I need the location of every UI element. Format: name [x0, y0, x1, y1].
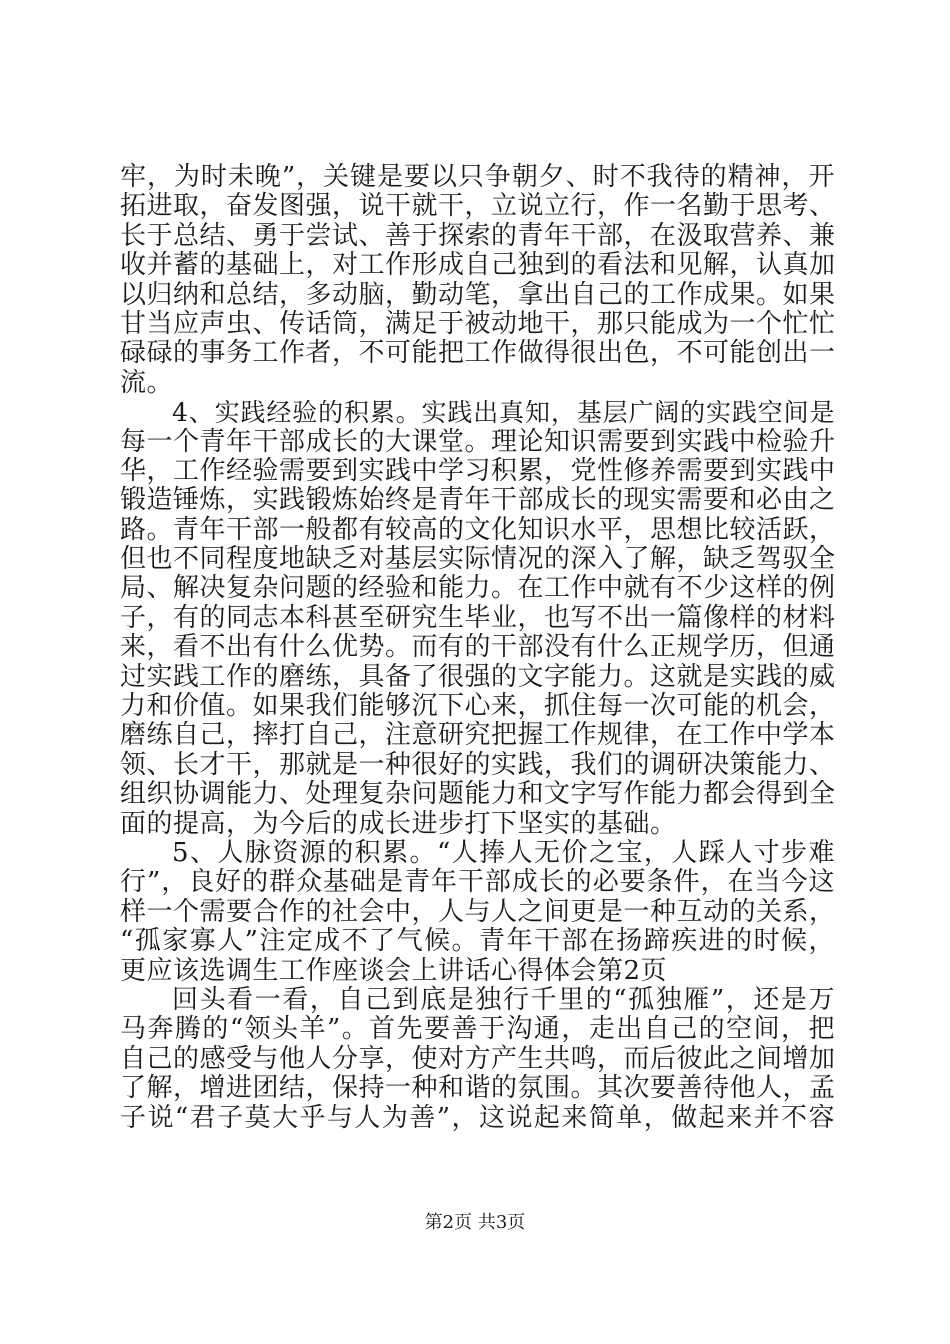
text-line: 领、长才干，那就是一种很好的实践，我们的调研决策能力、 [120, 749, 836, 780]
text-line: 但也不同程度地缺乏对基层实际情况的深入了解，缺乏驾驭全 [120, 544, 836, 575]
text-line: “孤家寡人”注定成不了气候。青年干部在扬蹄疾进的时候， [120, 926, 835, 957]
text-line: 自己的感受与他人分享，使对方产生共鸣，而后彼此之间增加 [120, 1043, 836, 1074]
text-line: 力和价值。如果我们能够沉下心来，抓住每一次可能的机会， [120, 691, 836, 722]
text-line: 回头看一看，自己到底是独行千里的“孤独雁”，还是万 [172, 984, 835, 1015]
text-line: 过实践工作的磨练，具备了很强的文字能力。这就是实践的威 [120, 661, 836, 692]
text-line: 华，工作经验需要到实践中学习积累，党性修养需要到实践中 [120, 455, 836, 486]
text-line: 流。 [120, 367, 174, 398]
text-line: 组织协调能力、处理复杂问题能力和文字写作能力都会得到全 [120, 779, 836, 810]
text-line: 甘当应声虫、传话筒，满足于被动地干，那只能成为一个忙忙 [120, 308, 836, 339]
page-footer: 第2页 共3页 [424, 1212, 526, 1233]
text-line: 碌碌的事务工作者，不可能把工作做得很出色，不可能创出一 [120, 338, 836, 369]
text-line: 马奔腾的“领头羊”。首先要善于沟通，走出自己的空间，把 [120, 1014, 835, 1045]
text-line: 来，看不出有什么优势。而有的干部没有什么正规学历，但通 [120, 632, 836, 663]
text-line: 子，有的同志本科甚至研究生毕业，也写不出一篇像样的材料 [120, 602, 836, 633]
text-line: 长于总结、勇于尝试、善于探索的青年干部，在汲取营养、兼 [120, 220, 836, 251]
text-line: 样一个需要合作的社会中，人与人之间更是一种互动的关系， [120, 896, 836, 927]
text-line: 更应该选调生工作座谈会上讲话心得体会第2页 [120, 955, 668, 986]
text-line: 以归纳和总结，多动脑，勤动笔，拿出自己的工作成果。如果 [120, 279, 836, 310]
text-line: 拓进取，奋发图强，说干就干，立说立行，作一名勤于思考、 [120, 191, 836, 222]
text-line: 面的提高，为今后的成长进步打下坚实的基础。 [120, 808, 677, 839]
text-line: 了解，增进团结，保持一种和谐的氛围。其次要善待他人，孟 [120, 1073, 836, 1104]
text-line: 4、实践经验的积累。实践出真知，基层广阔的实践空间是 [172, 398, 835, 428]
text-line: 局、解决复杂问题的经验和能力。在工作中就有不少这样的例 [120, 573, 836, 604]
text-line: 子说“君子莫大乎与人为善”，这说起来简单，做起来并不容 [120, 1102, 835, 1133]
text-line: 收并蓄的基础上，对工作形成自己独到的看法和见解，认真加 [120, 250, 836, 281]
text-line: 磨练自己，摔打自己，注意研究把握工作规律，在工作中学本 [120, 720, 836, 751]
body-text [120, 163, 835, 1133]
text-line: 每一个青年干部成长的大课堂。理论知识需要到实践中检验升 [120, 426, 836, 457]
text-line: 锻造锤炼，实践锻炼始终是青年干部成长的现实需要和必由之 [120, 485, 836, 516]
text-line: 5、人脉资源的积累。“人捧人无价之宝，人踩人寸步难 [172, 837, 835, 868]
text-line: 行”，良好的群众基础是青年干部成长的必要条件，在当今这 [120, 867, 835, 898]
text-line: 路。青年干部一般都有较高的文化知识水平，思想比较活跃， [120, 514, 836, 545]
text-line: 牢，为时未晚”，关键是要以只争朝夕、时不我待的精神，开 [120, 162, 835, 192]
